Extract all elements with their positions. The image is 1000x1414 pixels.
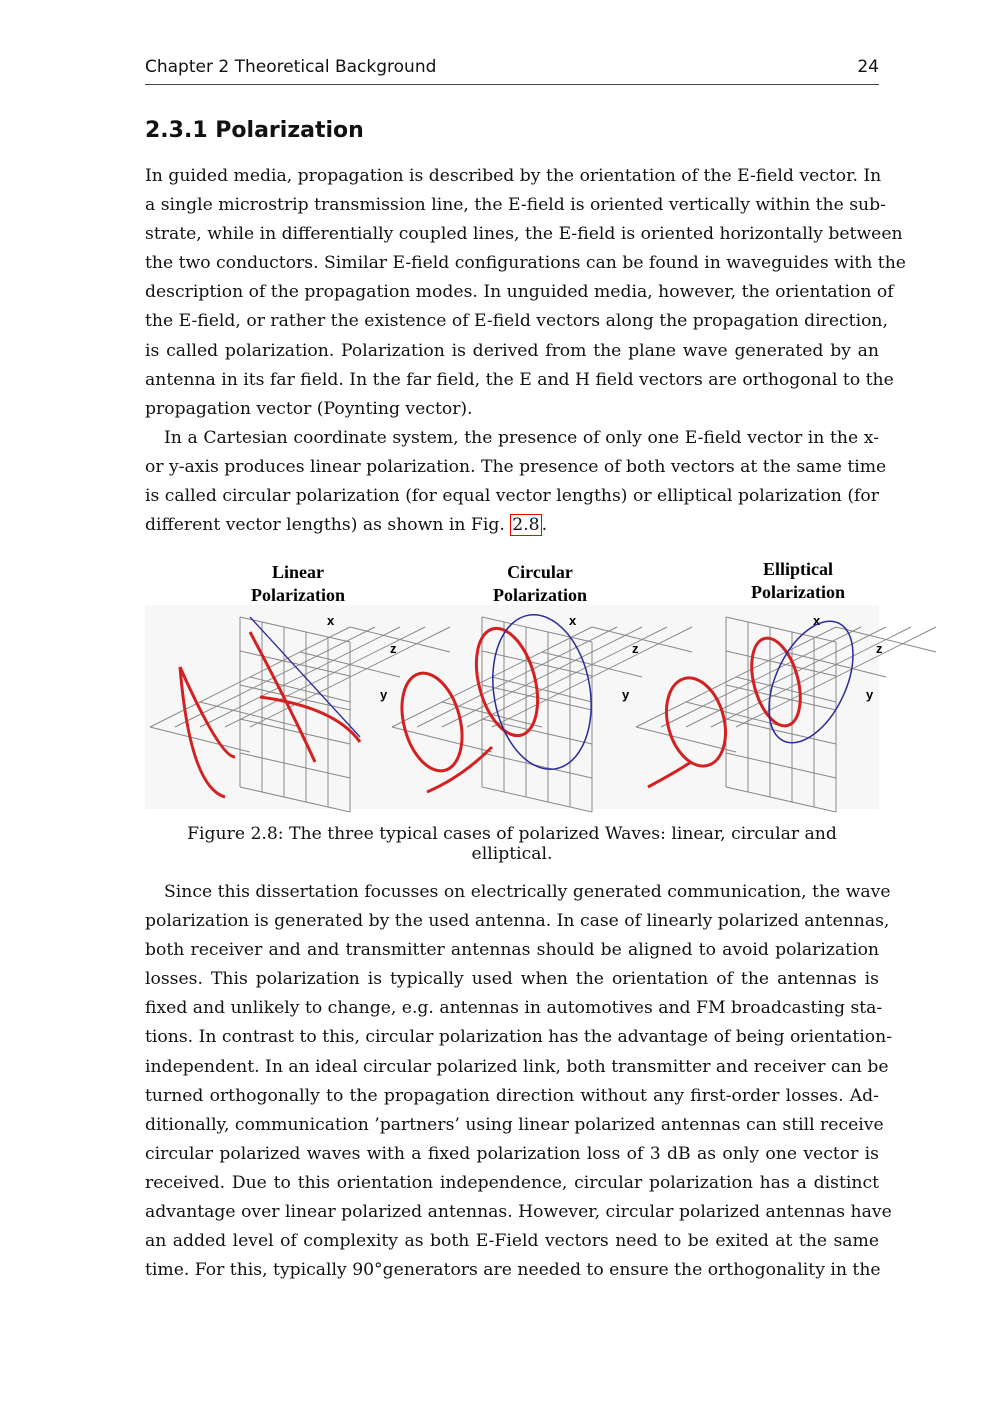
text-line: both receiver and and transmitter antennas should be aligned to avoid polarization <box>145 940 879 961</box>
axis-label-y: y <box>622 687 630 702</box>
axis-label-x: x <box>813 613 821 628</box>
running-header <box>145 57 879 77</box>
text-line: In a Cartesian coordinate system, the presence of only one E-field vector in the x- <box>164 428 879 448</box>
text-line: tions. In contrast to this, circular polarization has the advantage of being orientation- <box>145 1027 893 1048</box>
text-line: strate, while in differentially coupled lines, the E-field is oriented horizontally between <box>145 224 903 245</box>
page-number: 24 <box>857 57 879 77</box>
axis-label-z: z <box>632 641 639 656</box>
figure-caption: Figure 2.8: The three typical cases of polarized Waves: linear, circular and elliptical. <box>187 824 837 864</box>
panel-title: Polarization <box>493 585 587 605</box>
text-line: losses. This polarization is typically used when the orientation of the antennas is <box>145 969 879 990</box>
text-line: advantage over linear polarized antennas. However, circular polarized antennas have <box>145 1202 892 1223</box>
text-line: a single microstrip transmission line, the E-field is oriented vertically within the sub- <box>145 195 886 216</box>
panel-title: Polarization <box>251 585 345 605</box>
text-line: polarization is generated by the used antenna. In case of linearly polarized antennas, <box>145 911 890 932</box>
axis-label-z: z <box>390 641 397 656</box>
text-line: an added level of complexity as both E-Field vectors need to be exited at the same <box>145 1231 879 1252</box>
text-line: fixed and unlikely to change, e.g. antennas in automotives and FM broadcasting sta- <box>145 998 883 1019</box>
text-line: time. For this, typically 90°generators are needed to ensure the orthogonality in the <box>145 1260 881 1281</box>
text-line <box>145 511 879 540</box>
text-line: Since this dissertation focusses on electrically generated communication, the wave <box>164 882 891 902</box>
figure-reference-link[interactable]: 2.8 <box>512 515 540 536</box>
text-line: In guided media, propagation is described by the orientation of the E-field vector. In <box>145 166 882 186</box>
text-line: turned orthogonally to the propagation direction without any first-order losses. Ad- <box>145 1085 879 1106</box>
text-line: circular polarized waves with a fixed polarization loss of 3 dB as only one vector is <box>145 1143 879 1164</box>
axis-label-x: x <box>327 613 335 628</box>
text-line: description of the propagation modes. In unguided media, however, the orientation of <box>145 282 894 303</box>
text-line: ditionally, communication ’partners’ using linear polarized antennas can still receive <box>145 1114 884 1135</box>
text: different vector lengths) as shown in Fig. <box>145 515 511 536</box>
text-line: is called circular polarization (for equal vector lengths) or elliptical polarization (for <box>145 486 879 507</box>
axis-label-y: y <box>380 687 388 702</box>
axis-label-z: z <box>876 641 883 656</box>
text-line: is called polarization. Polarization is derived from the plane wave generated by an <box>145 340 879 361</box>
panel-title: Polarization <box>751 582 845 602</box>
paragraph-1 <box>145 162 906 424</box>
polarization-illustration <box>145 557 883 809</box>
text-line: or y-axis produces linear polarization. The presence of both vectors at the same time <box>145 457 887 478</box>
text-line: received. Due to this orientation independence, circular polarization has a distinct <box>145 1172 879 1193</box>
axis-label-y: y <box>866 687 874 702</box>
panel-title: Circular <box>507 562 573 582</box>
text-line: independent. In an ideal circular polarized link, both transmitter and receiver can be <box>145 1056 889 1077</box>
panel-title: Elliptical <box>762 559 834 579</box>
axis-label-x: x <box>569 613 577 628</box>
text-line: propagation vector (Poynting vector). <box>145 398 473 419</box>
figure-polarization <box>145 557 883 809</box>
paragraph-3 <box>145 878 893 1285</box>
panel-title: Linear <box>272 562 324 582</box>
text-line: the E-field, or rather the existence of E-field vectors along the propagation direction, <box>145 311 888 332</box>
paragraph-2 <box>145 424 887 540</box>
text: . <box>541 515 548 536</box>
chapter-title: Chapter 2 Theoretical Background <box>145 57 437 77</box>
section-heading: 2.3.1 Polarization <box>145 118 364 143</box>
text-line: the two conductors. Similar E-field configurations can be found in waveguides with the <box>145 253 906 274</box>
text-line: antenna in its far field. In the far field, the E and H field vectors are orthogonal to the <box>145 369 894 390</box>
header-rule <box>145 84 879 85</box>
